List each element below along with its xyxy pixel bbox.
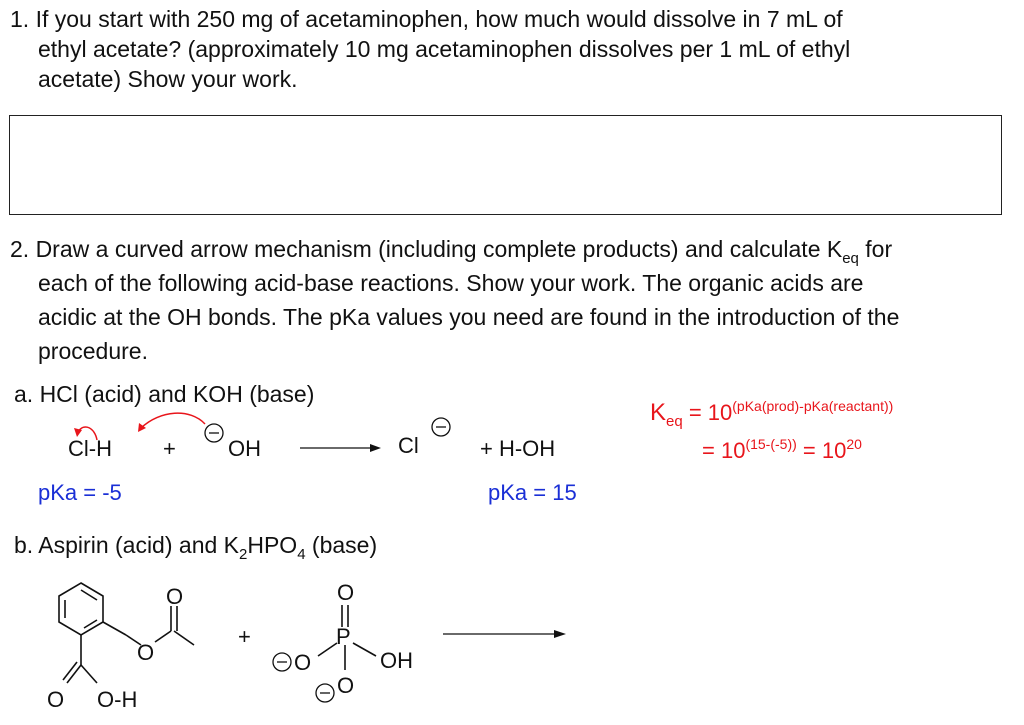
aspirin-ring [59, 583, 103, 635]
part-b-label-text: b. Aspirin (acid) and K [14, 532, 240, 558]
question-2-line-1-end: for [858, 236, 893, 262]
negative-charge-icon [316, 684, 334, 702]
question-2-line-1-text: 2. Draw a curved arrow mechanism (including complete products) and calculate K [10, 236, 843, 262]
reaction-arrow-icon [443, 630, 566, 638]
keq-equals-ten: = 10 [682, 400, 733, 425]
pka-product: pKa = 15 [488, 480, 577, 505]
question-1-line-1: 1. If you start with 250 mg of acetaminophen, how much would dissolve in 7 mL of [10, 6, 843, 32]
part-b-label-hpo: HPO [247, 532, 298, 558]
question-2-line-4: procedure. [38, 338, 148, 364]
atom-o-bottom: O [337, 673, 355, 698]
reactant-hcl: Cl-H [68, 436, 112, 461]
reactant-hydroxide: OH [228, 436, 261, 461]
atom-oh-carboxyl: O-H [97, 687, 138, 712]
atom-phosphorus: P [336, 624, 351, 649]
atom-o-carboxyl: O [47, 687, 65, 712]
plus-sign-a: + [163, 436, 176, 461]
keq-k-subscript: eq [666, 413, 683, 430]
question-1-line-2: ethyl acetate? (approximately 10 mg acetaminophen dissolves per 1 mL of ethyl [38, 36, 851, 62]
keq-subscript: eq [842, 250, 859, 267]
negative-charge-icon [273, 653, 291, 671]
keq-k: K [650, 399, 667, 426]
product-chloride: Cl [398, 433, 419, 458]
atom-oh-right: OH [380, 648, 413, 673]
keq-calc-exponent: (15-(-5)) [745, 436, 797, 452]
keq-result-exponent: 20 [846, 436, 862, 452]
question-2-line-2: each of the following acid-base reactions. Show your work. The organic acids are [38, 270, 864, 296]
atom-o-left: O [294, 650, 312, 675]
question-1-line-3: acetate) Show your work. [38, 66, 298, 92]
product-water: + H-OH [480, 436, 556, 461]
keq-result-ten: = 10 [796, 438, 847, 463]
subscript-4: 4 [297, 546, 306, 563]
keq-exponent: (pKa(prod)-pKa(reactant)) [732, 398, 894, 414]
atom-o-ester: O [137, 640, 155, 665]
subscript-2: 2 [239, 546, 248, 563]
pka-reactant: pKa = -5 [38, 480, 122, 505]
part-a-label: a. HCl (acid) and KOH (base) [14, 381, 315, 407]
atom-o-carbonyl: O [166, 584, 184, 609]
part-b-label-base: (base) [305, 532, 378, 558]
atom-o-phosphoryl: O [337, 580, 355, 605]
question-2-line-3: acidic at the OH bonds. The pKa values you need are found in the introduction of the [38, 304, 900, 330]
keq-calc-ten: = 10 [702, 438, 746, 463]
plus-sign-b: + [238, 624, 251, 649]
